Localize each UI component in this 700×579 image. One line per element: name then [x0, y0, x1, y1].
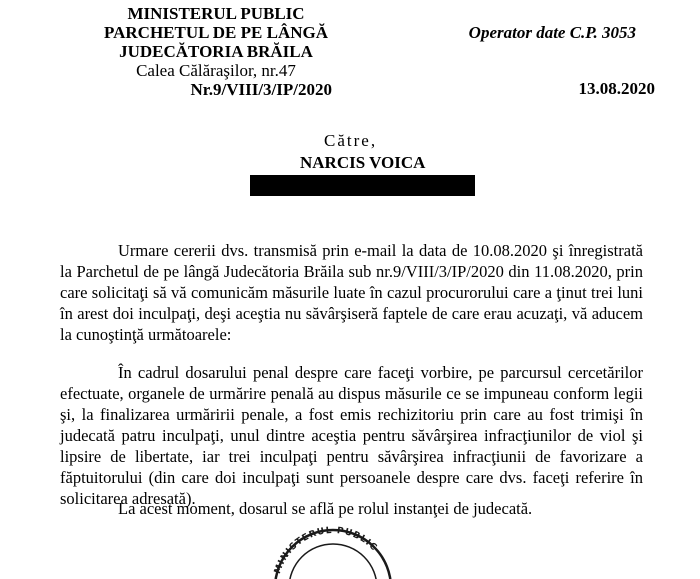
data-operator-label: Operator date C.P. 3053: [468, 23, 636, 42]
svg-text:MINISTERUL PUBLIC: MINISTERUL PUBLIC: [272, 525, 380, 576]
redaction-bar: [250, 175, 475, 196]
header-line-prosecutor-office: PARCHETUL DE PE LÂNGĂ: [103, 23, 328, 42]
header-line-court: JUDECĂTORIA BRĂILA: [119, 42, 313, 61]
body-paragraph-request: Urmare cererii dvs. transmisă prin e-mail la data de 10.08.2020 şi înregistrată la Parchetul de pe lângă Judecătoria Brăila sub nr.9/VIII/3/IP/2020 din 11.08.2020, prin care solicitaţi să vă comunicăm măsurile luate în cazul procurorului care a ţinut trei luni în arest doi inculpaţi, deşi aceştia nu săvârşiseră faptele de care erau acuzaţi, vă aducem la cunoştinţă următoarele:: [60, 241, 643, 344]
body-paragraph-status: La acest moment, dosarul se află pe rolul instanţei de judecată.: [118, 499, 533, 518]
official-stamp: [258, 525, 408, 579]
recipient-name: NARCIS VOICA: [300, 153, 426, 172]
institution-header: [96, 4, 336, 99]
document-date: 13.08.2020: [578, 79, 655, 98]
recipient-salutation: Către,: [324, 131, 378, 150]
header-line-ministry: MINISTERUL PUBLIC: [127, 4, 305, 23]
body-paragraph-case-details: În cadrul dosarului penal despre care faceţi vorbire, pe parcursul cercetărilor efectuate, organele de urmărire penală au dispus măsurile ce se impuneau conform legii şi, la finalizarea urmăririi penale, a fost emis rechizitoriu prin care au fost trimişi în judecată patru inculpaţi, unul dintre aceştia pentru săvârşirea infracţiunilor de viol şi lipsire de libertate, iar trei inculpaţi pentru săvârşirea infracţiunii de favorizare a făptuitorului (din care doi inculpaţi sunt persoanele despre care dvs. faceţi referire în solicitarea adresată).: [60, 363, 643, 508]
registration-number: Nr.9/VIII/3/IP/2020: [190, 80, 332, 99]
header-address: Calea Călăraşilor, nr.47: [136, 61, 296, 80]
